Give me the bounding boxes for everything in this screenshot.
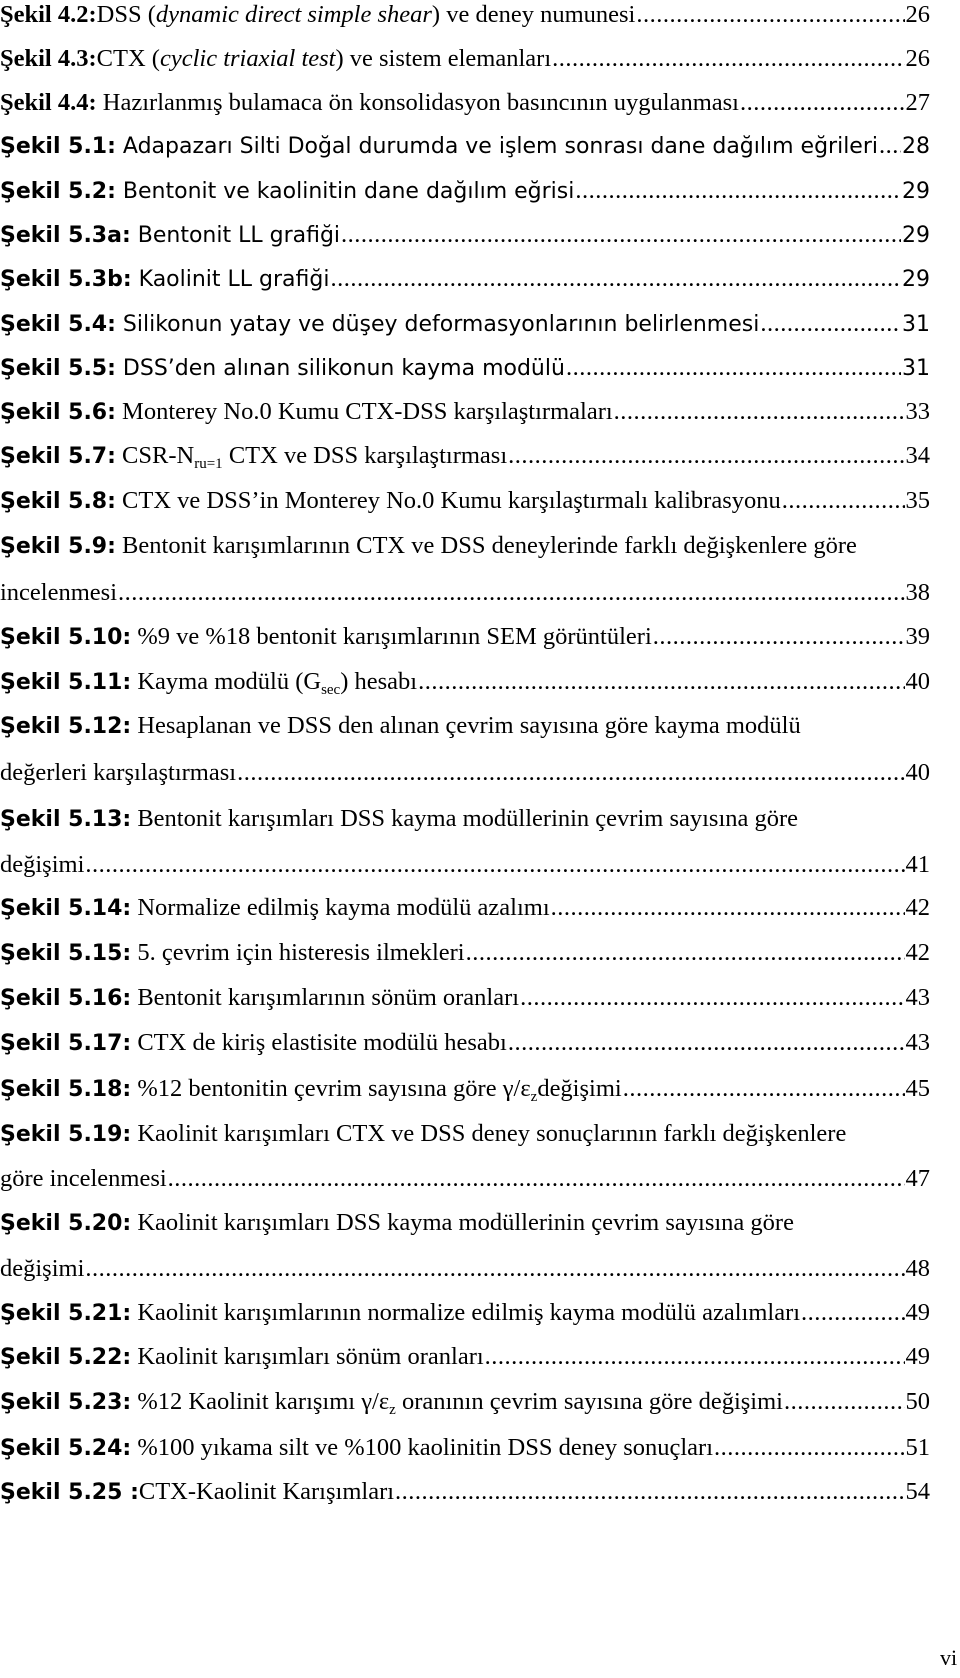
toc-entry[interactable]	[0, 893, 930, 923]
dot-leader	[85, 850, 904, 880]
figure-label: Şekil 4.3:	[0, 45, 97, 72]
dot-leader	[714, 1433, 904, 1463]
figure-title: Bentonit karışımlarının CTX ve DSS deneylerinde farklı değişkenlere göre	[115, 532, 857, 559]
figure-title: CSR-$N_{ru=1}$ CTX ve DSS karşılaştırması	[115, 442, 508, 472]
dot-leader	[653, 622, 905, 652]
figure-title: Bentonit ve kaolinitin dane dağılım eğrisi	[115, 179, 575, 204]
toc-entry[interactable]	[0, 1074, 930, 1104]
figure-title: Kaolinit karışımları DSS kayma modüllerinin çevrim sayısına göre	[131, 1209, 794, 1236]
figure-label: Şekil 5.14:	[0, 896, 132, 921]
toc-entry[interactable]	[0, 622, 930, 652]
figure-title: Kayma modülü $(G_{sec})$ hesabı	[131, 668, 418, 698]
page-footer-number: vi	[940, 1645, 958, 1670]
toc-entry[interactable]	[0, 711, 930, 788]
page-number: 54	[905, 1478, 930, 1505]
figure-label: Şekil 4.4:	[0, 89, 97, 116]
figure-label: Şekil 5.3a:	[0, 223, 131, 248]
dot-leader	[520, 983, 904, 1013]
figure-title: 5. çevrim için histeresis ilmekleri	[131, 939, 465, 966]
figure-title: Kaolinit karışımları CTX ve DSS deney sonuçlarının farklı değişkenlere	[131, 1120, 847, 1147]
page-number: 47	[905, 1165, 930, 1192]
toc-entry[interactable]	[0, 264, 930, 294]
dot-leader	[466, 938, 905, 968]
figure-title: Kaolinit LL grafiği	[131, 267, 330, 292]
dot-leader	[508, 1028, 905, 1058]
figure-title: %12 Kaolinit karışımı $\gamma/\varepsilon_z$ oranının çevrim sayısına göre değişimi	[131, 1388, 783, 1418]
toc-entry[interactable]	[0, 1208, 930, 1284]
dot-leader	[782, 486, 905, 516]
dot-leader	[395, 1477, 904, 1507]
dot-leader	[760, 309, 901, 339]
figure-label: Şekil 5.15:	[0, 941, 132, 966]
toc-entry[interactable]	[0, 44, 930, 74]
toc-entry[interactable]	[0, 1477, 930, 1507]
page-number: 50	[905, 1388, 930, 1415]
toc-entry[interactable]	[0, 1119, 930, 1194]
figure-label: Şekil 5.12:	[0, 714, 132, 739]
page-number: 42	[905, 894, 930, 921]
figure-label: Şekil 5.7:	[0, 444, 116, 469]
figure-title: Monterey No.0 Kumu CTX-DSS karşılaştırmaları	[115, 398, 613, 425]
figure-title: Bentonit karışımlarının sönüm oranları	[131, 984, 520, 1011]
dot-leader	[801, 1298, 904, 1328]
figure-label: Şekil 5.17:	[0, 1031, 132, 1056]
toc-entry[interactable]	[0, 1433, 930, 1463]
toc-entry[interactable]	[0, 486, 930, 516]
figure-label: Şekil 5.3b:	[0, 267, 132, 292]
page-number: 48	[905, 1255, 930, 1282]
figure-title: CTX-Kaolinit Karışımları	[138, 1478, 395, 1505]
figure-title: Kaolinit karışımları sönüm oranları	[131, 1343, 484, 1370]
figure-title-continued: değerleri karşılaştırması	[0, 759, 237, 786]
dot-leader	[85, 1254, 904, 1284]
page-number: 29	[902, 223, 930, 248]
dot-leader	[418, 667, 904, 697]
page-number: 51	[905, 1434, 930, 1461]
figure-title-continued: değişimi	[0, 1255, 85, 1282]
page-number: 26	[905, 45, 930, 72]
figure-title: DSS’den alınan silikonun kayma modülü	[115, 356, 565, 381]
page-number: 29	[902, 179, 930, 204]
dot-leader	[118, 578, 904, 608]
toc-entry[interactable]	[0, 397, 930, 427]
figure-label: Şekil 5.18:	[0, 1077, 132, 1102]
dot-leader	[623, 1074, 905, 1104]
toc-entry[interactable]	[0, 176, 930, 206]
toc-entry[interactable]	[0, 983, 930, 1013]
figure-title-continued: değişimi	[0, 851, 85, 878]
figure-label: Şekil 5.2:	[0, 179, 116, 204]
dot-leader	[566, 353, 901, 383]
figure-title: Adapazarı Silti Doğal durumda ve işlem sonrası dane dağılım eğrileri	[115, 134, 878, 159]
figure-title: DSS (dynamic direct simple shear) ve deney numunesi	[96, 1, 636, 28]
toc-entry[interactable]	[0, 667, 930, 697]
page-number: 45	[905, 1075, 930, 1102]
page-number: 26	[905, 1, 930, 28]
figure-label: Şekil 5.24:	[0, 1436, 132, 1461]
figure-title: %12 bentonitin çevrim sayısına göre $\gamma/\varepsilon_zdeğişimi$	[131, 1075, 622, 1105]
figure-label: Şekil 5.22:	[0, 1345, 132, 1370]
figure-label: Şekil 5.16:	[0, 986, 132, 1011]
figure-label: Şekil 5.21:	[0, 1301, 132, 1326]
page-number: 28	[902, 134, 930, 159]
dot-leader	[237, 758, 904, 788]
figure-title: Kaolinit karışımlarının normalize edilmiş kayma modülü azalımları	[131, 1299, 801, 1326]
page-number: 27	[905, 89, 930, 116]
dot-leader	[551, 893, 905, 923]
page-number: 41	[905, 851, 930, 878]
dot-leader	[575, 176, 901, 206]
page-number: 34	[905, 442, 930, 469]
toc-entry[interactable]	[0, 1387, 930, 1417]
figure-label: Şekil 5.5:	[0, 356, 116, 381]
toc-entry[interactable]	[0, 1342, 930, 1372]
figure-title: Normalize edilmiş kayma modülü azalımı	[131, 894, 550, 921]
figure-title: %9 ve %18 bentonit karışımlarının SEM görüntüleri	[131, 623, 652, 650]
figure-label: Şekil 5.25 :	[0, 1480, 139, 1505]
toc-entry[interactable]	[0, 531, 930, 608]
dot-leader	[168, 1164, 905, 1194]
page-number: 38	[905, 579, 930, 606]
figure-title: %100 yıkama silt ve %100 kaolinitin DSS deney sonuçları	[131, 1434, 714, 1461]
dot-leader	[636, 0, 904, 30]
toc-entry[interactable]	[0, 220, 930, 250]
page-number: 40	[905, 668, 930, 695]
figure-title: Hesaplanan ve DSS den alınan çevrim sayısına göre kayma modülü	[131, 712, 801, 739]
figure-label: Şekil 5.6:	[0, 400, 116, 425]
page-number: 40	[905, 759, 930, 786]
figure-label: Şekil 5.8:	[0, 489, 116, 514]
page-number: 31	[902, 356, 930, 381]
toc-entry[interactable]	[0, 88, 930, 118]
figure-title: CTX (cyclic triaxial test) ve sistem elemanları	[96, 45, 552, 72]
figure-title: Bentonit karışımları DSS kayma modüllerinin çevrim sayısına göre	[131, 805, 799, 832]
page-number: 29	[902, 267, 930, 292]
page-number: 35	[905, 487, 930, 514]
figure-title-continued: incelenmesi	[0, 579, 118, 606]
dot-leader	[552, 44, 904, 74]
figure-title-continued: göre incelenmesi	[0, 1165, 167, 1192]
figure-label: Şekil 4.2:	[0, 1, 97, 28]
dot-leader	[485, 1342, 905, 1372]
dot-leader	[784, 1387, 905, 1417]
dot-leader	[341, 220, 901, 250]
figure-label: Şekil 5.4:	[0, 312, 116, 337]
toc-entry[interactable]	[0, 804, 930, 880]
figure-label: Şekil 5.23:	[0, 1390, 132, 1415]
dot-leader	[508, 441, 904, 471]
toc-entry[interactable]	[0, 309, 930, 339]
dot-leader	[614, 397, 905, 427]
toc-entry[interactable]	[0, 0, 930, 30]
toc-entry[interactable]	[0, 938, 930, 968]
page-number: 49	[905, 1299, 930, 1326]
dot-leader	[330, 264, 901, 294]
page-number: 31	[902, 312, 930, 337]
page-number: 39	[905, 623, 930, 650]
toc-entry[interactable]	[0, 1028, 930, 1058]
figure-label: Şekil 5.20:	[0, 1211, 132, 1236]
figure-title: Silikonun yatay ve düşey deformasyonlarının belirlenmesi	[115, 312, 760, 337]
figure-title: Bentonit LL grafiği	[130, 223, 341, 248]
figure-title: CTX ve DSS’in Monterey No.0 Kumu karşılaştırmalı kalibrasyonu	[115, 487, 781, 514]
figure-label: Şekil 5.9:	[0, 534, 116, 559]
figure-label: Şekil 5.13:	[0, 807, 132, 832]
figure-label: Şekil 5.10:	[0, 625, 132, 650]
page-number: 43	[905, 984, 930, 1011]
page-number: 42	[905, 939, 930, 966]
dot-leader	[740, 88, 905, 118]
toc-entry[interactable]	[0, 441, 930, 471]
page-number: 43	[905, 1029, 930, 1056]
page-number: 49	[905, 1343, 930, 1370]
figure-title: Hazırlanmış bulamaca ön konsolidasyon basıncının uygulanması	[96, 89, 739, 116]
toc-entry[interactable]	[0, 1298, 930, 1328]
toc-entry[interactable]	[0, 353, 930, 383]
figure-title: CTX de kiriş elastisite modülü hesabı	[131, 1029, 507, 1056]
figure-label: Şekil 5.11:	[0, 670, 132, 695]
toc-entry[interactable]	[0, 131, 930, 161]
figure-label: Şekil 5.19:	[0, 1122, 132, 1147]
dot-leader	[879, 131, 901, 161]
page-number: 33	[905, 398, 930, 425]
figure-label: Şekil 5.1:	[0, 134, 116, 159]
